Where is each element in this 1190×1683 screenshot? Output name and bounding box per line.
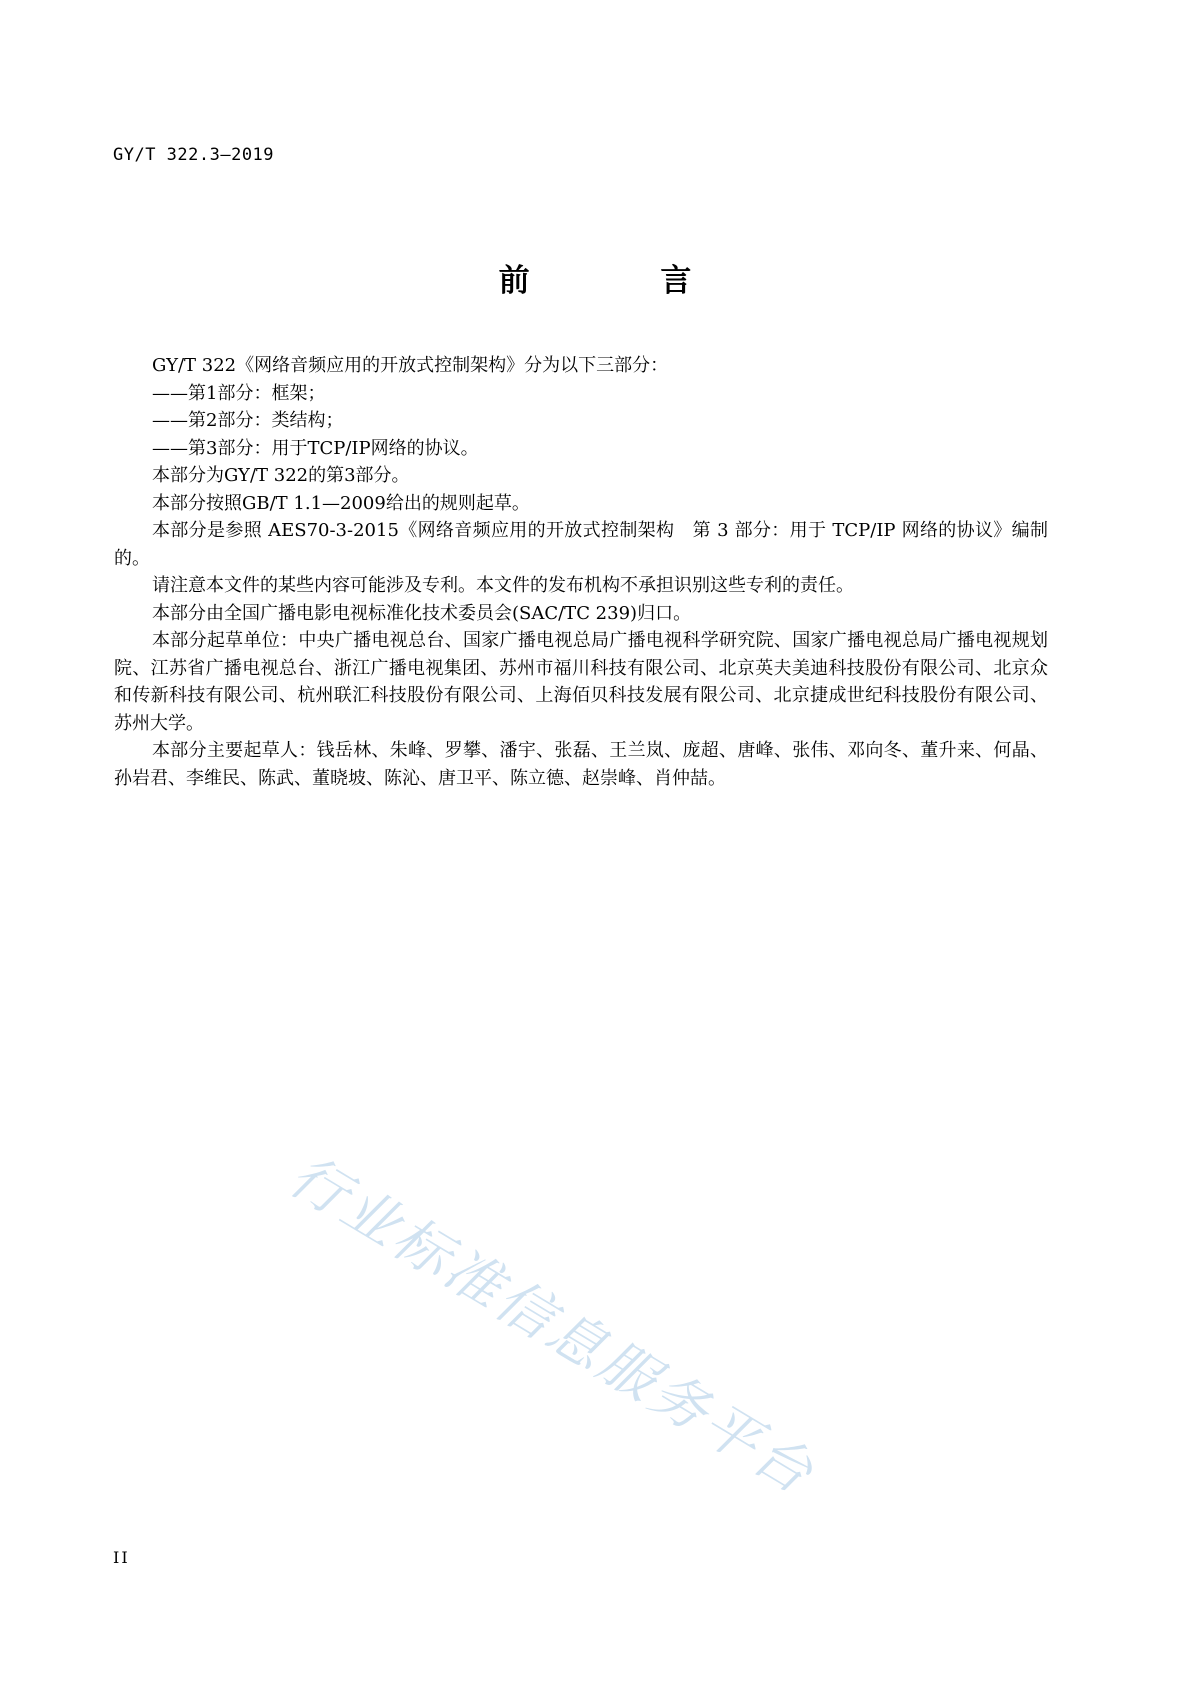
paragraph-drafting-rules: 本部分按照GB/T 1.1—2009给出的规则起草。	[152, 492, 530, 514]
foreword-body	[114, 352, 1048, 792]
document-code: GY/T 322.3—2019	[113, 145, 275, 165]
paragraph-part-1: ——第1部分：框架；	[152, 382, 326, 404]
page-number: II	[113, 1548, 130, 1567]
paragraph-drafting-units: 本部分起草单位：中央广播电视总台、国家广播电视总局广播电视科学研究院、国家广播电视总局广播电视规划院、江苏省广播电视总台、浙江广播电视集团、苏州市福川科技有限公司、北京英夫美迪科技股份有限公司、北京众和传新科技有限公司、杭州联汇科技股份有限公司、上海佰贝科技发展有限公司、北京捷成世纪科技股份有限公司、苏州大学。	[114, 630, 1048, 734]
paragraph-part-3: ——第3部分：用于TCP/IP网络的协议。	[152, 437, 479, 459]
paragraph-reference: 本部分是参照 AES70-3-2015《网络音频应用的开放式控制架构 第 3 部分：用于 TCP/IP 网络的协议》编制的。	[114, 520, 1048, 569]
paragraph-this-part: 本部分为GY/T 322的第3部分。	[152, 465, 410, 486]
watermark: 行业标准信息服务平台	[278, 1143, 827, 1509]
paragraph-part-2: ——第2部分：类结构；	[152, 410, 344, 431]
paragraph-drafters: 本部分主要起草人：钱岳林、朱峰、罗攀、潘宇、张磊、王兰岚、庞超、唐峰、张伟、邓向冬、董升来、何晶、孙岩君、李维民、陈武、董晓坡、陈沁、唐卫平、陈立德、赵崇峰、肖仲喆。	[114, 740, 1048, 789]
paragraph-committee: 本部分由全国广播电影电视标准化技术委员会(SAC/TC 239)归口。	[152, 602, 692, 624]
page-title: 前 言	[498, 263, 752, 299]
paragraph-patent-notice: 请注意本文件的某些内容可能涉及专利。本文件的发布机构不承担识别这些专利的责任。	[152, 575, 854, 596]
paragraph-parts-intro: GY/T 322《网络音频应用的开放式控制架构》分为以下三部分：	[152, 355, 669, 376]
